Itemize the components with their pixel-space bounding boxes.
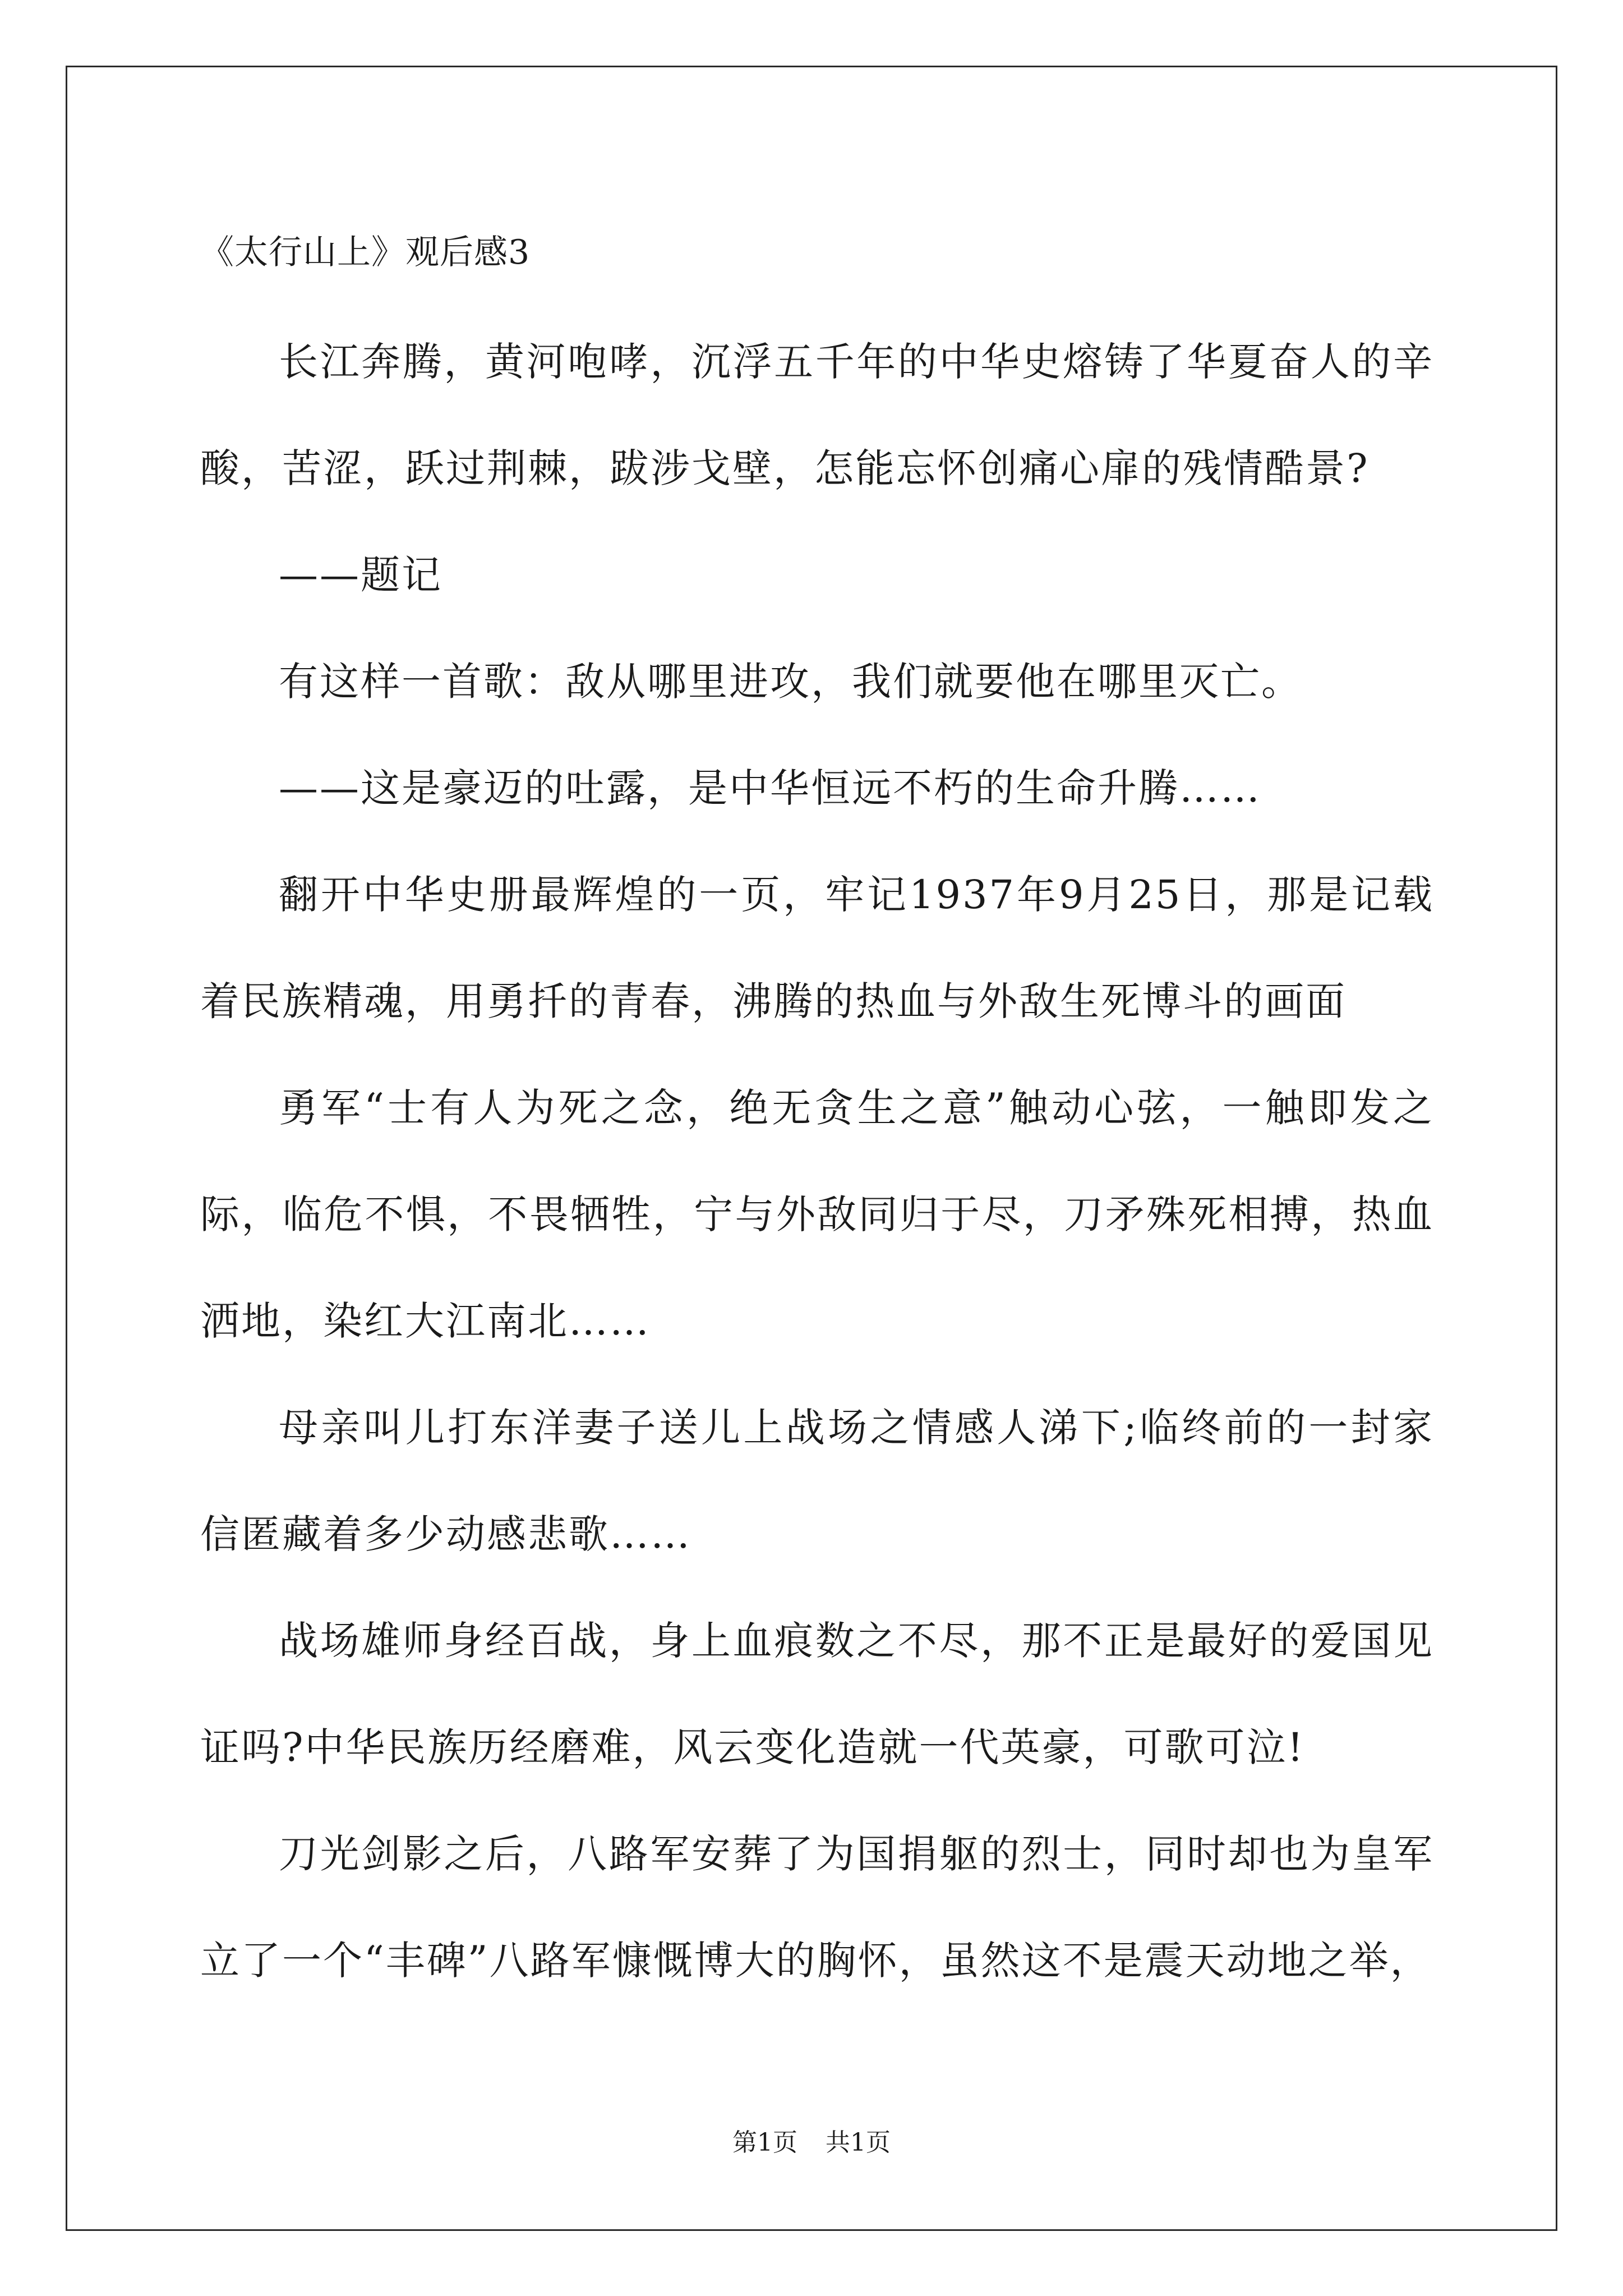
document-body — [200, 219, 1434, 2014]
paragraph-3: 有这样一首歌：敌从哪里进攻，我们就要他在哪里灭亡。 — [279, 659, 1302, 705]
page-footer — [0, 2126, 1623, 2160]
document-title: 《太行山上》观后感3 — [200, 233, 531, 272]
paragraph-4: ——这是豪迈的吐露，是中华恒远不朽的生命升腾…… — [279, 765, 1261, 811]
paragraph-5: 翻开中华史册最辉煌的一页，牢记1937年9月25日，那是记载着民族精魂，用勇扦的青春，沸腾的热血与外敌生死博斗的画面 — [200, 872, 1434, 1024]
paragraph-1: 长江奔腾，黄河咆哮，沉浮五千年的中华史熔铸了华夏奋人的辛酸，苦涩，跃过荆棘，跋涉戈壁，怎能忘怀创痛心扉的残情酷景? — [200, 339, 1434, 491]
page-number-total: 共1页 — [826, 2128, 891, 2157]
paragraph-8: 战场雄师身经百战，身上血痕数之不尽，那不正是最好的爱国见证吗?中华民族历经磨难，风云变化造就一代英豪，可歌可泣! — [200, 1618, 1434, 1770]
paragraph-2: ——题记 — [279, 552, 442, 598]
paragraph-7: 母亲叫儿打东洋妻子送儿上战场之情感人涕下;临终前的一封家信匿藏着多少动感悲歌…… — [200, 1405, 1434, 1557]
paragraph-6: 勇军“士有人为死之念，绝无贪生之意”触动心弦，一触即发之际，临危不惧，不畏牺牲，宁与外敌同归于尽，刀矛殊死相搏，热血洒地，染红大江南北…… — [200, 1085, 1434, 1344]
page-number-current: 第1页 — [732, 2128, 797, 2157]
paragraph-9: 刀光剑影之后，八路军安葬了为国捐躯的烈士，同时却也为皇军立了一个“丰碑”八路军慷慨博大的胸怀，虽然这不是震天动地之举， — [200, 1831, 1434, 1984]
